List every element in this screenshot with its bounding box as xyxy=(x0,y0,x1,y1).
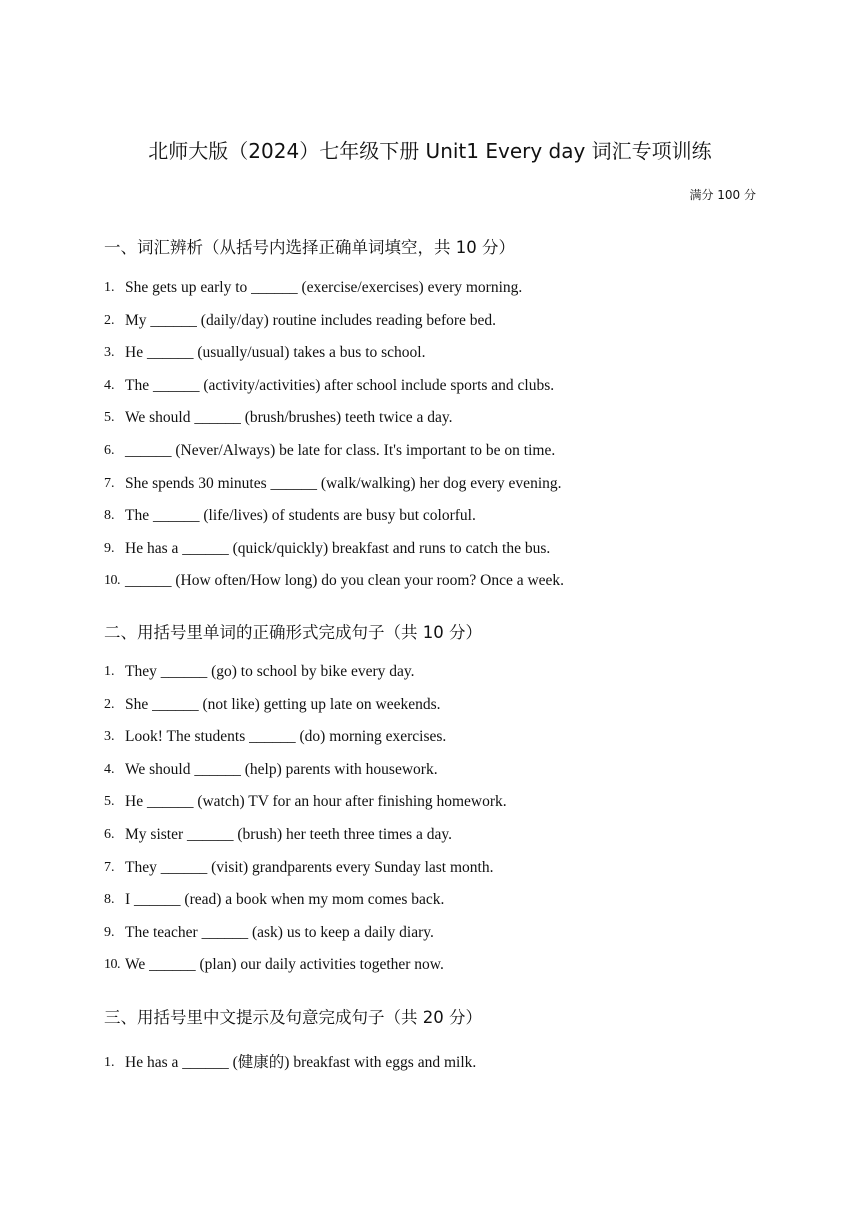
question-text: We should ______ (help) parents with housework. xyxy=(125,760,438,778)
page-title: 北师大版（2024）七年级下册 Unit1 Every day 词汇专项训练 xyxy=(148,139,712,163)
question-text: ______ (How often/How long) do you clean your room? Once a week. xyxy=(125,572,565,590)
question-text: ______ (Never/Always) be late for class. It's important to be on time. xyxy=(125,441,556,459)
question-item xyxy=(104,279,564,312)
question-number: 4. xyxy=(104,377,115,393)
question-text: The ______ (activity/activities) after school include sports and clubs. xyxy=(125,376,555,394)
question-number: 4. xyxy=(104,761,115,777)
section-items-vocabulary-choice xyxy=(104,279,564,605)
question-number: 5. xyxy=(104,410,115,426)
section-heading-word-forms: 二、用括号里单词的正确形式完成句子（共 10 分） xyxy=(104,623,482,642)
question-item xyxy=(104,540,564,573)
question-text: She ______ (not like) getting up late on weekends. xyxy=(125,695,441,713)
question-number: 1. xyxy=(104,280,115,295)
question-text: We ______ (plan) our daily activities together now. xyxy=(125,956,444,974)
question-text: My sister ______ (brush) her teeth three times a day. xyxy=(125,825,452,843)
question-text: They ______ (visit) grandparents every Sunday last month. xyxy=(125,858,494,876)
question-item xyxy=(104,475,564,508)
question-item xyxy=(104,728,507,761)
question-number: 2. xyxy=(104,696,115,712)
question-text: He ______ (watch) TV for an hour after finishing homework. xyxy=(125,793,507,811)
question-number: 7. xyxy=(104,475,115,491)
question-item xyxy=(104,1054,476,1087)
question-number: 8. xyxy=(104,508,115,524)
question-text: We should ______ (brush/brushes) teeth twice a day. xyxy=(125,409,453,427)
question-item xyxy=(104,663,507,696)
question-number: 1. xyxy=(104,664,115,679)
question-text: She spends 30 minutes ______ (walk/walking) her dog every evening. xyxy=(125,474,562,492)
question-number: 3. xyxy=(104,729,115,745)
question-item xyxy=(104,696,507,729)
section-heading-chinese-hints: 三、用括号里中文提示及句意完成句子（共 20 分） xyxy=(104,1008,482,1027)
question-item xyxy=(104,859,507,892)
question-text: They ______ (go) to school by bike every day. xyxy=(125,663,415,680)
question-number: 7. xyxy=(104,859,115,875)
full-score-label: 满分 100 分 xyxy=(689,188,756,202)
question-text: I ______ (read) a book when my mom comes back. xyxy=(125,891,445,909)
question-number: 8. xyxy=(104,892,115,908)
question-text: He ______ (usually/usual) takes a bus to school. xyxy=(125,344,426,362)
question-text: He has a ______ (健康的) breakfast with eggs and milk. xyxy=(125,1054,477,1071)
question-text: My ______ (daily/day) routine includes reading before bed. xyxy=(125,311,497,329)
question-item xyxy=(104,377,564,410)
question-number: 2. xyxy=(104,312,115,328)
question-item xyxy=(104,924,507,957)
question-item xyxy=(104,409,564,442)
question-number: 9. xyxy=(104,540,115,556)
question-item xyxy=(104,344,564,377)
question-number: 10. xyxy=(104,573,120,589)
question-item xyxy=(104,572,564,605)
question-number: 9. xyxy=(104,924,115,940)
section-items-word-forms xyxy=(104,663,507,989)
question-item xyxy=(104,761,507,794)
question-number: 5. xyxy=(104,794,115,810)
question-item xyxy=(104,442,564,475)
question-text: The ______ (life/lives) of students are busy but colorful. xyxy=(125,507,476,525)
question-item xyxy=(104,507,564,540)
question-text: Look! The students ______ (do) morning exercises. xyxy=(125,728,447,746)
question-text: She gets up early to ______ (exercise/exercises) every morning. xyxy=(125,279,523,296)
section-items-chinese-hints xyxy=(104,1054,476,1087)
question-number: 10. xyxy=(104,957,120,973)
question-text: The teacher ______ (ask) us to keep a daily diary. xyxy=(125,923,434,941)
question-item xyxy=(104,956,507,989)
question-number: 6. xyxy=(104,442,115,458)
question-number: 3. xyxy=(104,345,115,361)
question-item xyxy=(104,826,507,859)
question-number: 1. xyxy=(104,1055,115,1070)
question-text: He has a ______ (quick/quickly) breakfast and runs to catch the bus. xyxy=(125,539,551,557)
question-item xyxy=(104,891,507,924)
question-item xyxy=(104,312,564,345)
question-number: 6. xyxy=(104,826,115,842)
question-item xyxy=(104,793,507,826)
section-heading-vocabulary-choice: 一、词汇辨析（从括号内选择正确单词填空，共 10 分） xyxy=(104,238,515,257)
